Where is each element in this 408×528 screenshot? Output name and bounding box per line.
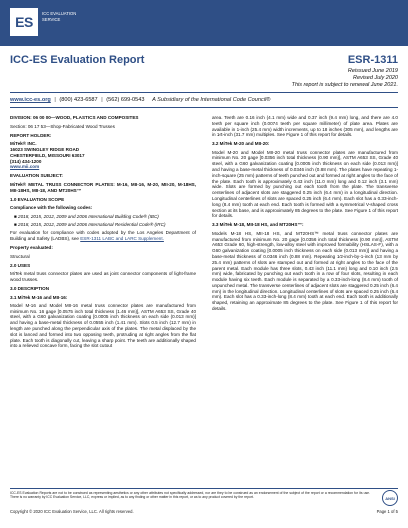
esr-number: ESR-1311 (347, 54, 398, 66)
ansi-accreditation-badge: ANSI (382, 490, 398, 506)
report-holder-heading: REPORT HOLDER: (10, 132, 52, 138)
icc-es-logo: ES (10, 8, 38, 36)
holder-address-2: CHESTERFIELD, MISSOURI 63017 (10, 152, 85, 158)
separator: | (54, 97, 56, 103)
right-column (212, 115, 398, 315)
page-number: Page 1 of 5 (376, 509, 398, 514)
footer-divider (10, 488, 398, 489)
copyright-text: Copyright © 2020 ICC Evaluation Service, LLC. All rights reserved. (10, 509, 134, 514)
renewal-note: This report is subject to renewal June 2021. (291, 82, 398, 89)
section-3-1-text: Model M-16 and Model MII-16 metal truss connector plates are manufactured from minimum No. 16 gage [0.0575 inch total thickness (1.46 mm)], ASTM A653 SS, Grade 40 steel, with a G60 galvanization coating [0.0005 inch thickness on each side (0.013 mm)] and having a base-metal thickness of 0.0555 inch (1.41 mm). Slots 0.5 inch (12.7 mm) in length are punched along the perpendicular axis of the plates. The metal displaced by the slot is lanced and formed into two opposing teeth, protruding at right angles from the flat plate. Each tooth is diagonally cut, leaving a sharp point. The teeth are additionally shaped into a relieved concave form, facing the slot cutout (10, 302, 196, 349)
uses-text: MiTek metal truss connector plates are used as joint connector components of light-frame wood trusses. (10, 271, 196, 283)
section-3-3-heading: 3.3 MiTek M-18, MII-18 HS, and MT20HS™: (212, 222, 304, 228)
la-note-text: For evaluation for compliance with codes adopted by the Los Angeles Department of Building and Safety (LADBS), see (10, 230, 196, 242)
report-dates (292, 68, 398, 90)
compliance-intro: Compliance with the following codes: (10, 204, 93, 210)
holder-address-1: 16023 SWINGLEY RIDGE ROAD (10, 147, 80, 153)
section-3-3-text: Models M-18 HS, MII-18 HS, and MT20HS™ metal truss connector plates are manufactured from minimum No. 20 gage [0.0356 inch total thickness (0.90 mm)], ASTM A653 Grade 60, high-strength, low-alloy steel with improved formability (HSLAS-F), with a G60 galvanization coating [0.0005 inch thickness on each side (0.013 mm)] and having a base-metal thickness of 0.0346 inch (0.88 mm). Repeating 1⁄2-inch-by-1-inch (13 mm by 25.4 mm) patterns of slots are stamped out and formed at right angles to the face of the parent metal. Each module has three slots, 0.43 inch (11.1 mm) long and 0.10 inch (2.5 mm) wide, fabricated by punching out each tooth in a row of four slots, resulting in each module having six teeth. Each module is separated by a 0.33-inch-long (8.4 mm) tooth of unpunched metal. The transverse centerlines of adjacent slots are staggered 0.25 inch (6.4 mm) in the longitudinal direction. Longitudinal centerlines of slots are spaced 0.25 inch (6.4 mm). Each slot has a 0.33-inch-long (8.4 mm) tooth at each end. Each tooth is additionally shaped, retaining an approximate 85 degrees to the plate. See Figure 1 of this report for details. (212, 230, 398, 312)
revised-date: Revised July 2020 (353, 75, 398, 82)
disclaimer-text: ICC-ES Evaluation Reports are not to be construed as representing aesthetics or any other attributes not specifically addressed, nor are they to be construed as an endorsement of the subject of the report or a recommendation for its use. There is no warranty by ICC Evaluation Service, LLC, express or implied, as to any finding or other matter in this report, or as to any product covered by the report. (10, 491, 370, 500)
section-3-1-heading: 3.1 MiTek M-16 and MII-16: (10, 294, 68, 300)
contact-divider (10, 107, 398, 108)
website-link[interactable]: www.icc-es.org (10, 97, 51, 103)
section-1-heading: 1.0 EVALUATION SCOPE (10, 196, 65, 202)
section-2-heading: 2.0 USES (10, 263, 31, 269)
section-3-heading: 3.0 DESCRIPTION (10, 286, 50, 292)
holder-phone: (314) 434-1200 (10, 158, 42, 164)
phone-number-2: (562) 699-0543 (106, 97, 145, 103)
property-value: Structural (10, 254, 30, 260)
property-heading: Property evaluated: (10, 245, 53, 251)
evaluation-subject-heading: EVALUATION SUBJECT: (10, 173, 63, 179)
report-title: ICC-ES Evaluation Report (10, 54, 145, 66)
division-line: DIVISION: 06 00 00—WOOD, PLASTICS AND COMPOSITES (10, 115, 139, 120)
la-note (10, 230, 196, 242)
header-band (0, 0, 408, 46)
title-divider (10, 92, 398, 93)
reissued-date: Reissued June 2019 (347, 68, 398, 74)
section-3-2-heading: 3.2 MiTek M-20 and MII-20: (212, 141, 270, 147)
bullet-ibc: ■ 2018, 2015, 2012, 2009 and 2006 International Building Code® (IBC) (14, 213, 159, 219)
evaluation-subject-text: MiTek® METAL TRUSS CONNECTOR PLATES: M-16, MII-16, M-20, MII-20, M-18HS, MII-18HS, MII-18, AND MT20HS™ (10, 181, 196, 193)
logo-sub-line-2: SERVICE (42, 16, 61, 22)
logo-sub-line-1: ICC EVALUATION (42, 11, 77, 16)
left-column (10, 115, 196, 352)
separator: | (101, 97, 103, 103)
section-3-1-continued: area. Teeth are 0.16 inch (4.1 mm) wide and 0.37 inch (9.4 mm) long, and there are 4.0 teeth per square inch (0.0074 teeth per square millimeter) of plate area. Plates are available in 1-inch (25.4 mm) width increments, up to 18 inches (305 mm), and lengths are in 1⁄4-inch (31.7 mm) multiples. See Figure 1 of this report for details. (212, 115, 398, 138)
contact-row (10, 97, 398, 104)
holder-name: MiTek® INC. (10, 141, 37, 147)
bullet-irc: ■ 2018, 2015, 2012, 2009 and 2006 International Residential Code® (IRC) (14, 222, 166, 228)
tagline: A Subsidiary of the International Code Council® (152, 97, 271, 103)
title-row (10, 54, 398, 68)
section-line: Section: 06 17 53—Shop-Fabricated Wood Trusses (10, 123, 115, 129)
phone-number: (800) 423-6587 (59, 97, 98, 103)
section-3-2-text: Model M-20 and Model MII-20 metal truss connector plates are manufactured from minimum No. 20 gage [0.0356 inch total thickness (0.90 mm)], ASTM A653 SS, Grade 40 steel, with a G60 galvanization coating [0.0005 inch thickness on each side (0.013 mm)] and having a base-metal thickness of 0.0346 inch (0.88 mm). The plates have repeating 1-inch-square (25 mm) patterns of teeth punched out and formed at right angles to the face of the plate. Each tooth is approximately 0.43 inch (11.0 mm) long and 0.12 inch (3.1 mm) wide. Slots are formed by punching out each tooth from the plate. The transverse centerlines of adjacent slots are staggered 0.25 inch (6.4 mm) in a longitudinal direction. Longitudinal centerlines of slots are spaced 0.25 inch (6.4 mm). Each slot has a 0.33-inch-long (8.4 mm) tooth at each end. Each tooth is formed with a symmetrical V-shaped cross section at its base, and is approximately 85 degrees to the plate. See Figure 1 of this report for details. (212, 149, 398, 219)
holder-website-link[interactable]: www.mii.com (10, 164, 40, 170)
logo-subtitle (42, 11, 76, 22)
la-supplement-link[interactable]: ESR-1311 LABC and LARC Supplement. (80, 236, 164, 242)
